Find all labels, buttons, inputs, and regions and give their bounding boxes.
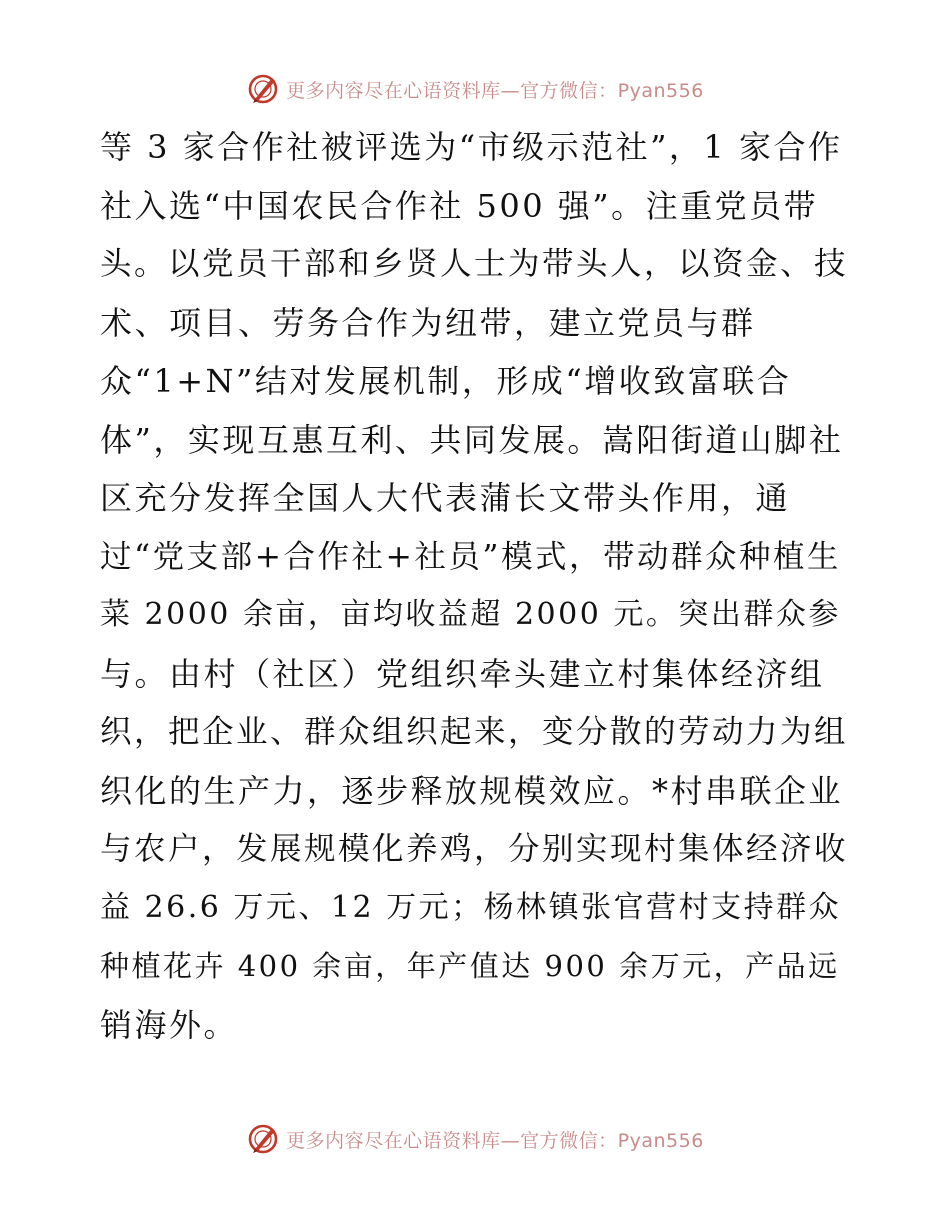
- header-watermark-banner: [0, 72, 950, 106]
- text-line: 过“党支部+合作社+社员”模式，带动群众种植生: [100, 538, 841, 575]
- pen-circle-logo-icon: [246, 1122, 280, 1156]
- text-line: 体”，实现互惠互利、共同发展。嵩阳街道山脚社: [100, 420, 844, 459]
- text-line: 术、项目、劳务合作为纽带，建立党员与群: [100, 303, 756, 342]
- text-line: 区充分发挥全国人大代表蒲长文带头作用，通: [100, 479, 791, 517]
- text-line: 销海外。: [100, 1005, 239, 1044]
- footer-watermark-banner: [0, 1122, 950, 1156]
- text-line: 织化的生产力，逐步释放规模效应。*村串联企业: [100, 771, 844, 810]
- text-line: 头。以党员干部和乡贤人士为带头人，以资金、技: [100, 246, 849, 282]
- text-line: 益 26.6 万元、12 万元；杨林镇张官营村支持群众: [100, 889, 842, 925]
- banner-text: 更多内容尽在心语资料库—官方微信：Pyan556: [286, 1129, 704, 1152]
- text-line: 社入选“中国农民合作社 500 强”。注重党员带: [100, 186, 819, 225]
- text-line: 织，把企业、群众组织起来，变分散的劳动力为组: [100, 714, 849, 750]
- document-body: [100, 118, 850, 1054]
- text-line: 与。由村（社区）党组织牵头建立村集体经济组: [100, 654, 825, 693]
- text-line: 等 3 家合作社被评选为“市级示范社”，1 家合作: [100, 128, 843, 166]
- text-line: 菜 2000 余亩，亩均收益超 2000 元。突出群众参: [100, 597, 841, 632]
- banner-text: 更多内容尽在心语资料库—官方微信：Pyan556: [286, 79, 704, 102]
- text-line: 众“1+N”结对发展机制，形成“增收致富联合: [100, 362, 792, 400]
- text-line: 与农户，发展规模化养鸡，分别实现村集体经济收: [100, 831, 849, 867]
- pen-circle-logo-icon: [246, 72, 280, 106]
- text-line: 种植花卉 400 余亩，年产值达 900 余万元，产品远: [100, 949, 840, 983]
